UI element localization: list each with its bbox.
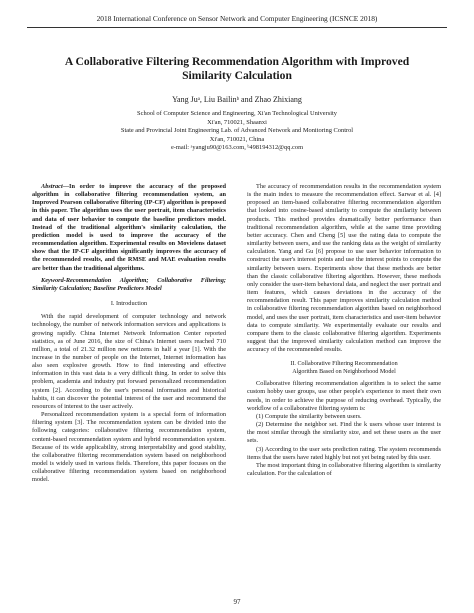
left-column	[32, 183, 226, 484]
section-heading-line: II. Collaborative Filtering Recommendation	[290, 361, 398, 368]
affiliations	[60, 110, 414, 153]
body-paragraph: The most important thing in collaborative filtering algorithm is similarity calculation. For the calculation of	[247, 461, 441, 477]
workflow-step: (3) According to the user sets prediction rating. The system recommends items that the users have rated highly but not yet being rated by this user.	[247, 445, 441, 461]
abstract-lead: Abstract—	[41, 183, 69, 190]
email-line: e-mail: ᵃyangju90@163.com, ᵇ498194312@qq.com	[170, 144, 304, 152]
paper-title: A Collaborative Filtering Recommendation Algorithm with Improved Similarity Calculation	[64, 55, 410, 82]
section-heading-introduction: I. Introduction	[110, 300, 148, 308]
paper-authors: Yang Juᵃ, Liu Bailinᵇ and Zhao Zhixiang	[172, 95, 302, 104]
affiliation-line: State and Provincial Joint Engineering Lab. of Advanced Network and Monitoring Control	[120, 127, 354, 135]
intro-paragraph: With the rapid development of computer technology and network technology, the number of network information services and applications is growing rapidly. China Internet Network Information Center reported statistics, as of June 2016, the size of China's Internet users reached 710 million, a total of 21.32 million new netizens in half a year [1]. With the increase in the number of people on the Internet, Internet information has also seen explosive growth. How to find interesting and effective information in this vast data is a very difficult thing. In order to solve this problem, academia and industry put forward personalized recommendation system [2]. According to the user's personal information and historical habits, it can discover the potential interest of the user and recommend the resources of interest to the user actively.	[32, 313, 226, 410]
affiliation-line: Xi'an, 710021, Shaanxi	[207, 118, 267, 126]
conference-header: 2018 International Conference on Sensor Network and Computer Engineering (ICSNCE 2018)	[96, 14, 378, 23]
header-rule	[27, 27, 447, 28]
body-paragraph: The accuracy of recommendation results in the recommendation system is the main index to measure the recommendation effect. Sarwar et al. [4] proposed an item-based collaborative filtering recommendation algorithm that looked into cosine-based similarity to compute the similarity between products. This method provides dramatically better performance than traditional recommendation algorithm, while at the same time providing better accuracy. Chen and Cheng [5] use the rating data to compute the similarity between users, and use the ranking data as the weight of similarity calculation. Yang and Gu [6] propose to use user behavior information to construct the user's interest points and use the interest points to compute the similarity between users. Experiments show that these methods are better than the classic collaborative filtering algorithm. However, these methods only consider the user-item behavioral data, and neglect the user portrait and item features, which causes deviations in the accuracy of the recommendation result. This paper improves similarity calculation method in collaborative filtering recommendation algorithm based on neighborhood model, and uses the user portrait, item characteristics and user-item behavior data to compute similarity. We experimentally evaluate our results and compare them to the classic collaborative filtering algorithm. Experiments suggest that the improved similarity calculation method can improve the accuracy of the recommended results.	[247, 183, 441, 354]
right-column	[247, 183, 441, 478]
workflow-step: (2) Determine the neighbor set. Find the k users whose user interest is the most similar through the similarity size, and set these users as the user sets.	[247, 421, 441, 445]
affiliation-line: School of Computer Science and Engineering, Xi'an Technological University	[137, 110, 337, 117]
page-number: 97	[233, 598, 241, 606]
section-heading-line: Algorithm Based on Neighborhood Model	[292, 369, 396, 376]
keywords: Keyword-Recommendation Algorithm; Collaborative Filtering; Similarity Calculation; Baseline Predictors Model	[32, 276, 226, 292]
workflow-step: (1) Compute the similarity between users.	[256, 412, 362, 420]
abstract	[32, 183, 226, 273]
body-paragraph: Collaborative filtering recommendation algorithm is to select the same custom hobby user groups, use other people's experience to meet their own needs, in order to achieve the purpose of reducing overhead. Typically, the workflow of a collaborative filtering system is:	[247, 380, 441, 412]
intro-paragraph: Personalized recommendation system is a special form of information filtering system [3]. The recommendation system can be divided into the following categories: collaborative filtering recommendation system, content-based recommendation system and hybrid recommendation system. Because of its wide applicability, strong interpretability and good stability, the collaborative filtering recommendation system based on neighborhood model is widely used in various fields. Therefore, this paper focuses on the collaborative filtering recommendation system based on neighborhood model.	[32, 411, 226, 484]
affiliation-line: Xi'an, 710021, China	[209, 135, 265, 143]
section-heading-cf-algorithm	[247, 360, 441, 376]
abstract-text: In order to improve the accuracy of the proposed algorithm in collaborative filtering recommendation system, an Improved Pearson collaborative filtering (IP-CF) algorithm is proposed in this paper. The algorithm uses the user portrait, item characteristics and data of user behavior to compute the baseline predictors model. Instead of the traditional algorithm's similarity calculation, the prediction model is used to improve the accuracy of the recommendation algorithm. Experimental results on Movielens dataset show that the IP-CF algorithm significantly improves the accuracy of the recommended results, and the RMSE and MAE evaluation results are better than the traditional algorithms.	[32, 183, 226, 272]
